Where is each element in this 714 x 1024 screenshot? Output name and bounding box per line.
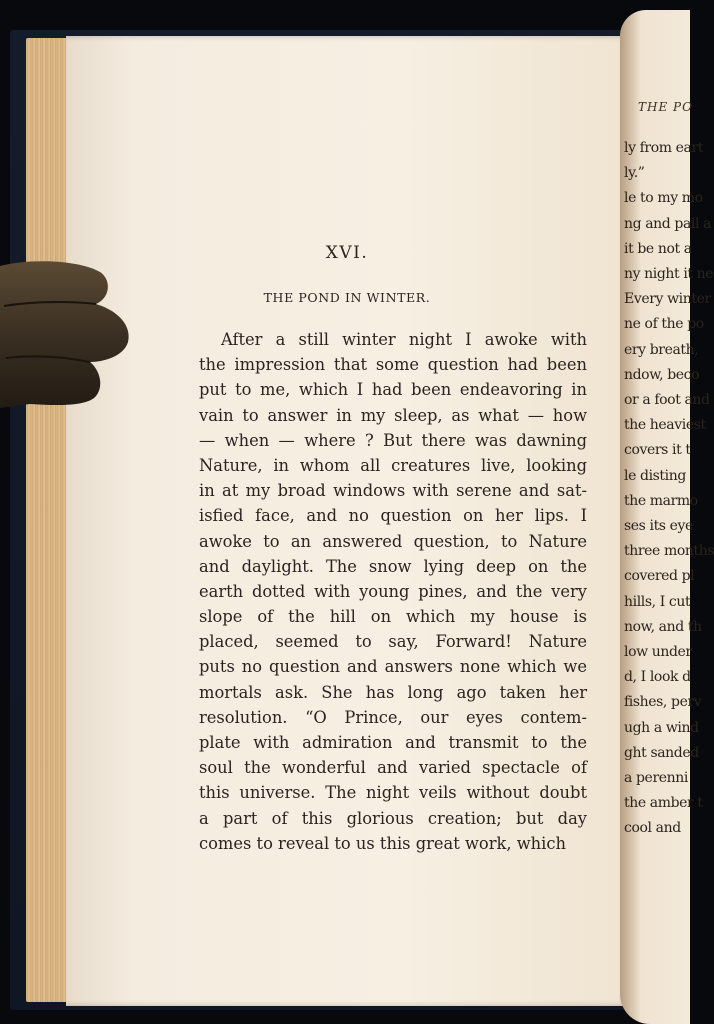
text-line: plate with admiration and transmit to the: [199, 733, 587, 752]
facing-text-line: covered pl: [624, 568, 695, 585]
facing-text-line: ses its eye: [624, 518, 693, 534]
text-line: a part of this glorious creation; but day: [199, 808, 587, 828]
chapter-title: THE POND IN WINTER.: [263, 290, 431, 305]
facing-text-line: ery breath,: [624, 341, 699, 358]
facing-text-line: hills, I cut: [624, 593, 691, 610]
facing-text-line: three months: [624, 543, 714, 560]
chapter-number: XVI.: [325, 243, 369, 263]
text-line: Nature, in whom all creatures live, looking: [199, 455, 587, 475]
facing-text-line: Every winter: [624, 291, 711, 308]
facing-text-line: covers it t: [624, 442, 691, 459]
text-line: After a still winter night I awoke with: [221, 330, 587, 349]
text-line: puts no question and answers none which we: [199, 657, 587, 677]
facing-text-line: ne of the po: [624, 316, 704, 333]
text-line: awoke to an answered question, to Nature: [199, 531, 587, 551]
facing-text-line: it be not a: [624, 240, 692, 257]
text-line: isfied face, and no question on her lips. I: [199, 506, 587, 526]
text-line: in at my broad windows with serene and sat-: [199, 481, 587, 501]
facing-text-line: the heaviest: [624, 417, 706, 434]
facing-page: [620, 10, 714, 1024]
facing-text-line: ly from eart: [624, 140, 704, 156]
facing-text-line: le disting: [624, 467, 686, 484]
text-line: comes to reveal to us this great work, which: [199, 833, 566, 853]
text-line: vain to answer in my sleep, as what — how: [199, 405, 587, 425]
facing-text-line: ly.”: [624, 165, 645, 182]
facing-text-line: now, and th: [624, 618, 702, 635]
text-line: — when — where ? But there was dawning: [199, 430, 587, 450]
text-line: slope of the hill on which my house is: [199, 607, 587, 627]
facing-text-line: d, I look d: [624, 669, 691, 686]
facing-text-line: the amber t: [624, 795, 703, 812]
text-line: this universe. The night veils without doubt: [199, 783, 587, 803]
text-line: and daylight. The snow lying deep on the: [199, 556, 587, 576]
facing-text-line: le to my mo: [624, 190, 703, 207]
facing-text-line: ny night it ne: [624, 266, 714, 282]
facing-text-line: the marmo: [624, 492, 698, 509]
text-line: soul the wonderful and varied spectacle of: [199, 758, 587, 778]
text-line: mortals ask. She has long ago taken her: [199, 682, 587, 702]
facing-text-line: ugh a wind: [624, 719, 699, 736]
facing-text-line: ng and pail a: [624, 215, 712, 232]
facing-text-line: cool and: [624, 820, 681, 837]
text-line: the impression that some question had been: [199, 355, 587, 375]
facing-text-line: ndow, beco: [624, 366, 700, 383]
facing-text-line: or a foot and: [624, 392, 710, 408]
facing-page-header: THE PO: [638, 100, 693, 114]
body-text: [199, 327, 587, 856]
hand-holding-page: [0, 258, 132, 406]
facing-text-line: ght sanded: [624, 744, 699, 761]
facing-text-line: fishes, perv: [624, 694, 702, 711]
text-line: earth dotted with young pines, and the very: [199, 581, 587, 601]
text-line: resolution. “O Prince, our eyes contem-: [199, 707, 587, 727]
facing-text-line: a perenni: [624, 770, 688, 786]
text-line: placed, seemed to say, Forward! Nature: [199, 632, 587, 652]
facing-text-line: low under: [624, 644, 692, 660]
text-line: put to me, which I had been endeavoring in: [199, 380, 587, 400]
